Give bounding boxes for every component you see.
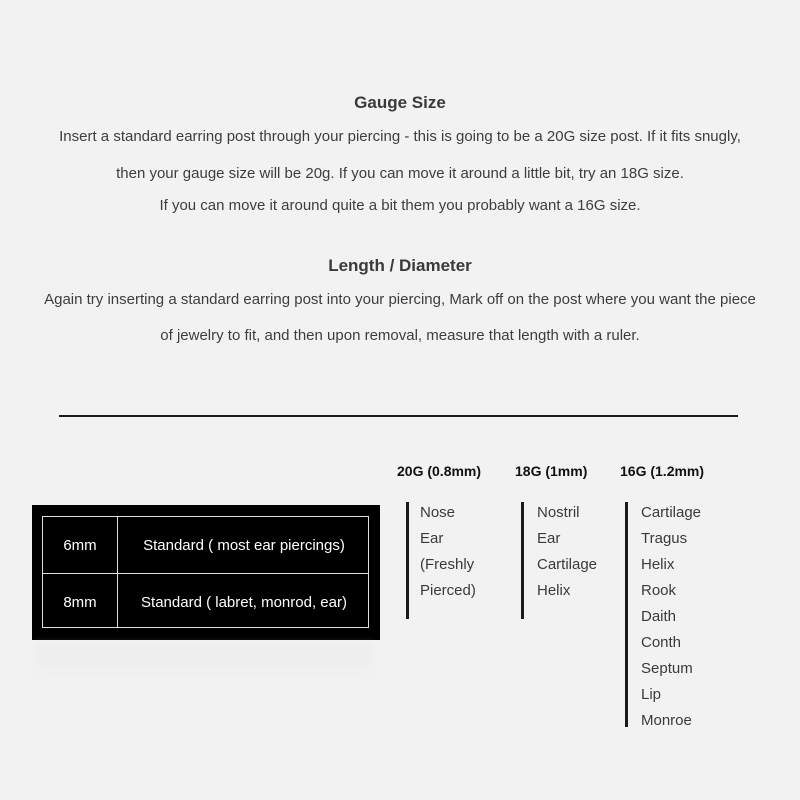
- gauge-size-text-line-3: If you can move it around quite a bit them you probably want a 16G size.: [159, 197, 641, 214]
- list-item: Tragus: [641, 530, 688, 547]
- list-item: Lip: [641, 686, 662, 703]
- list-item: Rook: [641, 582, 677, 599]
- list-item: Cartilage: [537, 556, 598, 573]
- list-item: Nostril: [537, 504, 580, 521]
- list-item: Ear: [537, 530, 561, 547]
- table-cell-description: Standard ( most ear piercings): [143, 536, 345, 554]
- gauge-list-16g: [641, 500, 701, 734]
- table-cell-description: Standard ( labret, monrod, ear): [141, 593, 347, 611]
- list-item: (Freshly: [420, 556, 475, 573]
- gauge-size-text-line-1: Insert a standard earring post through your piercing - this is going to be a 20G size post. If it fits snugly,: [59, 128, 741, 145]
- gauge-list-20g: [420, 500, 476, 604]
- length-diameter-text-line-2: of jewelry to fit, and then upon removal, measure that length with a ruler.: [160, 327, 640, 344]
- table-cell-size: 8mm: [63, 593, 97, 611]
- gauge-header-20g: 20G (0.8mm): [397, 463, 482, 479]
- gauge-header-18g: 18G (1mm): [515, 463, 588, 479]
- gauge-size-text-line-2: then your gauge size will be 20g. If you can move it around a little bit, try an 18G size.: [116, 165, 684, 182]
- list-item: Helix: [537, 582, 571, 599]
- table-reflection: [34, 645, 374, 685]
- length-size-table: [32, 505, 380, 640]
- list-item: Conth: [641, 634, 682, 651]
- list-item: Cartilage: [641, 504, 702, 521]
- list-item: Septum: [641, 660, 693, 677]
- gauge-bar-18g: [521, 502, 524, 619]
- list-item: Helix: [641, 556, 675, 573]
- gauge-size-title: Gauge Size: [354, 93, 446, 112]
- list-item: Daith: [641, 608, 677, 625]
- length-diameter-text-line-1: Again try inserting a standard earring post into your piercing, Mark off on the post where you want the piece: [44, 291, 756, 308]
- list-item: Ear: [420, 530, 444, 547]
- gauge-bar-16g: [625, 502, 628, 727]
- length-size-table-grid: [42, 516, 369, 628]
- list-item: Pierced): [420, 582, 476, 599]
- list-item: Monroe: [641, 712, 692, 729]
- gauge-list-18g: [537, 500, 597, 604]
- list-item: Nose: [420, 504, 456, 521]
- length-diameter-title: Length / Diameter: [328, 256, 472, 275]
- gauge-bar-20g: [406, 502, 409, 619]
- section-divider: [59, 415, 738, 417]
- table-cell-size: 6mm: [63, 536, 97, 554]
- gauge-header-16g: 16G (1.2mm): [620, 463, 705, 479]
